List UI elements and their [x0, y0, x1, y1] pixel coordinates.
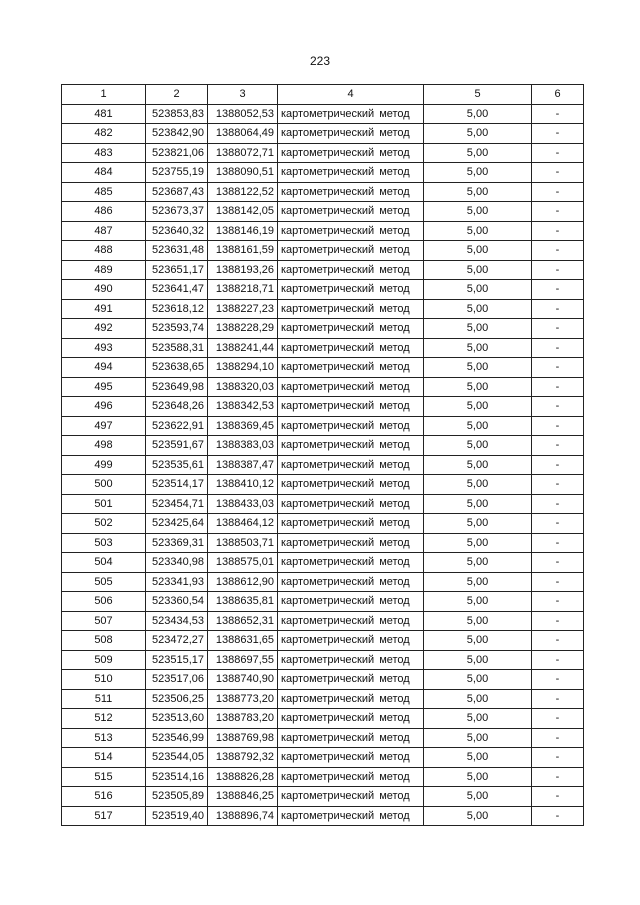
method-cell: картометрический метод: [278, 241, 424, 261]
point-number-cell: 511: [62, 689, 146, 709]
remark-cell: -: [532, 787, 584, 807]
method-cell: картометрический метод: [278, 748, 424, 768]
point-number-cell: 507: [62, 611, 146, 631]
table-row: [62, 728, 584, 748]
point-number-cell: 494: [62, 358, 146, 378]
accuracy-cell: 5,00: [424, 416, 532, 436]
accuracy-cell: 5,00: [424, 397, 532, 417]
table-row: [62, 553, 584, 573]
table-row: [62, 163, 584, 183]
accuracy-cell: 5,00: [424, 377, 532, 397]
table-row: [62, 377, 584, 397]
y-coordinate-cell: 1388072,71: [208, 143, 278, 163]
x-coordinate-cell: 523546,99: [146, 728, 208, 748]
method-cell: картометрический метод: [278, 182, 424, 202]
remark-cell: -: [532, 358, 584, 378]
accuracy-cell: 5,00: [424, 260, 532, 280]
y-coordinate-cell: 1388227,23: [208, 299, 278, 319]
y-coordinate-cell: 1388142,05: [208, 202, 278, 222]
method-cell: картометрический метод: [278, 611, 424, 631]
point-number-cell: 481: [62, 104, 146, 124]
accuracy-cell: 5,00: [424, 436, 532, 456]
method-cell: картометрический метод: [278, 338, 424, 358]
accuracy-cell: 5,00: [424, 241, 532, 261]
table-row: [62, 514, 584, 534]
remark-cell: -: [532, 377, 584, 397]
accuracy-cell: 5,00: [424, 104, 532, 124]
method-cell: картометрический метод: [278, 436, 424, 456]
column-header: 1: [62, 85, 146, 105]
point-number-cell: 486: [62, 202, 146, 222]
method-cell: картометрический метод: [278, 163, 424, 183]
table-body: [62, 85, 584, 826]
table-row: [62, 241, 584, 261]
table-row: [62, 475, 584, 495]
table-row: [62, 319, 584, 339]
remark-cell: -: [532, 104, 584, 124]
column-header: 2: [146, 85, 208, 105]
y-coordinate-cell: 1388631,65: [208, 631, 278, 651]
y-coordinate-cell: 1388783,20: [208, 709, 278, 729]
method-cell: картометрический метод: [278, 787, 424, 807]
point-number-cell: 484: [62, 163, 146, 183]
method-cell: картометрический метод: [278, 260, 424, 280]
point-number-cell: 505: [62, 572, 146, 592]
point-number-cell: 488: [62, 241, 146, 261]
x-coordinate-cell: 523755,19: [146, 163, 208, 183]
remark-cell: -: [532, 728, 584, 748]
table-row: [62, 299, 584, 319]
remark-cell: -: [532, 299, 584, 319]
accuracy-cell: 5,00: [424, 221, 532, 241]
accuracy-cell: 5,00: [424, 533, 532, 553]
point-number-cell: 493: [62, 338, 146, 358]
method-cell: картометрический метод: [278, 806, 424, 826]
method-cell: картометрический метод: [278, 592, 424, 612]
point-number-cell: 482: [62, 124, 146, 144]
remark-cell: -: [532, 475, 584, 495]
x-coordinate-cell: 523505,89: [146, 787, 208, 807]
method-cell: картометрический метод: [278, 202, 424, 222]
point-number-cell: 510: [62, 670, 146, 690]
y-coordinate-cell: 1388218,71: [208, 280, 278, 300]
remark-cell: -: [532, 631, 584, 651]
y-coordinate-cell: 1388896,74: [208, 806, 278, 826]
y-coordinate-cell: 1388740,90: [208, 670, 278, 690]
accuracy-cell: 5,00: [424, 494, 532, 514]
point-number-cell: 514: [62, 748, 146, 768]
table-header-row: [62, 85, 584, 105]
point-number-cell: 503: [62, 533, 146, 553]
point-number-cell: 489: [62, 260, 146, 280]
accuracy-cell: 5,00: [424, 280, 532, 300]
method-cell: картометрический метод: [278, 767, 424, 787]
accuracy-cell: 5,00: [424, 670, 532, 690]
accuracy-cell: 5,00: [424, 124, 532, 144]
x-coordinate-cell: 523651,17: [146, 260, 208, 280]
table-row: [62, 533, 584, 553]
y-coordinate-cell: 1388320,03: [208, 377, 278, 397]
method-cell: картометрический метод: [278, 728, 424, 748]
point-number-cell: 495: [62, 377, 146, 397]
table-row: [62, 221, 584, 241]
point-number-cell: 509: [62, 650, 146, 670]
y-coordinate-cell: 1388342,53: [208, 397, 278, 417]
table-row: [62, 202, 584, 222]
x-coordinate-cell: 523638,65: [146, 358, 208, 378]
y-coordinate-cell: 1388369,45: [208, 416, 278, 436]
accuracy-cell: 5,00: [424, 650, 532, 670]
y-coordinate-cell: 1388846,25: [208, 787, 278, 807]
x-coordinate-cell: 523673,37: [146, 202, 208, 222]
remark-cell: -: [532, 514, 584, 534]
method-cell: картометрический метод: [278, 124, 424, 144]
accuracy-cell: 5,00: [424, 728, 532, 748]
accuracy-cell: 5,00: [424, 748, 532, 768]
y-coordinate-cell: 1388122,52: [208, 182, 278, 202]
x-coordinate-cell: 523687,43: [146, 182, 208, 202]
remark-cell: -: [532, 572, 584, 592]
table-row: [62, 787, 584, 807]
x-coordinate-cell: 523535,61: [146, 455, 208, 475]
x-coordinate-cell: 523434,53: [146, 611, 208, 631]
remark-cell: -: [532, 202, 584, 222]
point-number-cell: 498: [62, 436, 146, 456]
table-row: [62, 767, 584, 787]
method-cell: картометрический метод: [278, 533, 424, 553]
x-coordinate-cell: 523513,60: [146, 709, 208, 729]
y-coordinate-cell: 1388241,44: [208, 338, 278, 358]
point-number-cell: 508: [62, 631, 146, 651]
table-row: [62, 397, 584, 417]
y-coordinate-cell: 1388294,10: [208, 358, 278, 378]
x-coordinate-cell: 523340,98: [146, 553, 208, 573]
table-row: [62, 143, 584, 163]
accuracy-cell: 5,00: [424, 338, 532, 358]
y-coordinate-cell: 1388052,53: [208, 104, 278, 124]
point-number-cell: 496: [62, 397, 146, 417]
y-coordinate-cell: 1388826,28: [208, 767, 278, 787]
y-coordinate-cell: 1388433,03: [208, 494, 278, 514]
point-number-cell: 512: [62, 709, 146, 729]
method-cell: картометрический метод: [278, 572, 424, 592]
point-number-cell: 513: [62, 728, 146, 748]
x-coordinate-cell: 523517,06: [146, 670, 208, 690]
remark-cell: -: [532, 748, 584, 768]
point-number-cell: 483: [62, 143, 146, 163]
remark-cell: -: [532, 689, 584, 709]
method-cell: картометрический метод: [278, 650, 424, 670]
table-row: [62, 280, 584, 300]
table-row: [62, 806, 584, 826]
x-coordinate-cell: 523360,54: [146, 592, 208, 612]
method-cell: картометрический метод: [278, 358, 424, 378]
accuracy-cell: 5,00: [424, 514, 532, 534]
table-row: [62, 338, 584, 358]
table-row: [62, 104, 584, 124]
method-cell: картометрический метод: [278, 416, 424, 436]
x-coordinate-cell: 523341,93: [146, 572, 208, 592]
x-coordinate-cell: 523472,27: [146, 631, 208, 651]
y-coordinate-cell: 1388635,81: [208, 592, 278, 612]
accuracy-cell: 5,00: [424, 475, 532, 495]
x-coordinate-cell: 523454,71: [146, 494, 208, 514]
method-cell: картометрический метод: [278, 377, 424, 397]
accuracy-cell: 5,00: [424, 143, 532, 163]
remark-cell: -: [532, 416, 584, 436]
y-coordinate-cell: 1388064,49: [208, 124, 278, 144]
remark-cell: -: [532, 182, 584, 202]
page-number: 223: [309, 54, 331, 68]
table-row: [62, 748, 584, 768]
x-coordinate-cell: 523821,06: [146, 143, 208, 163]
accuracy-cell: 5,00: [424, 787, 532, 807]
accuracy-cell: 5,00: [424, 611, 532, 631]
point-number-cell: 490: [62, 280, 146, 300]
y-coordinate-cell: 1388193,26: [208, 260, 278, 280]
remark-cell: -: [532, 650, 584, 670]
method-cell: картометрический метод: [278, 494, 424, 514]
x-coordinate-cell: 523618,12: [146, 299, 208, 319]
accuracy-cell: 5,00: [424, 572, 532, 592]
x-coordinate-cell: 523842,90: [146, 124, 208, 144]
y-coordinate-cell: 1388161,59: [208, 241, 278, 261]
remark-cell: -: [532, 806, 584, 826]
accuracy-cell: 5,00: [424, 202, 532, 222]
y-coordinate-cell: 1388773,20: [208, 689, 278, 709]
x-coordinate-cell: 523648,26: [146, 397, 208, 417]
method-cell: картометрический метод: [278, 670, 424, 690]
y-coordinate-cell: 1388090,51: [208, 163, 278, 183]
remark-cell: -: [532, 494, 584, 514]
remark-cell: -: [532, 338, 584, 358]
accuracy-cell: 5,00: [424, 358, 532, 378]
x-coordinate-cell: 523641,47: [146, 280, 208, 300]
accuracy-cell: 5,00: [424, 163, 532, 183]
remark-cell: -: [532, 163, 584, 183]
method-cell: картометрический метод: [278, 455, 424, 475]
table-row: [62, 650, 584, 670]
remark-cell: -: [532, 767, 584, 787]
accuracy-cell: 5,00: [424, 299, 532, 319]
method-cell: картометрический метод: [278, 631, 424, 651]
y-coordinate-cell: 1388769,98: [208, 728, 278, 748]
x-coordinate-cell: 523853,83: [146, 104, 208, 124]
method-cell: картометрический метод: [278, 221, 424, 241]
x-coordinate-cell: 523622,91: [146, 416, 208, 436]
x-coordinate-cell: 523515,17: [146, 650, 208, 670]
remark-cell: -: [532, 397, 584, 417]
remark-cell: -: [532, 611, 584, 631]
method-cell: картометрический метод: [278, 475, 424, 495]
y-coordinate-cell: 1388387,47: [208, 455, 278, 475]
y-coordinate-cell: 1388464,12: [208, 514, 278, 534]
table-row: [62, 494, 584, 514]
point-number-cell: 506: [62, 592, 146, 612]
y-coordinate-cell: 1388575,01: [208, 553, 278, 573]
remark-cell: -: [532, 436, 584, 456]
table-row: [62, 592, 584, 612]
point-number-cell: 487: [62, 221, 146, 241]
table-row: [62, 572, 584, 592]
accuracy-cell: 5,00: [424, 806, 532, 826]
point-number-cell: 500: [62, 475, 146, 495]
remark-cell: -: [532, 143, 584, 163]
x-coordinate-cell: 523369,31: [146, 533, 208, 553]
method-cell: картометрический метод: [278, 553, 424, 573]
y-coordinate-cell: 1388383,03: [208, 436, 278, 456]
y-coordinate-cell: 1388792,32: [208, 748, 278, 768]
remark-cell: -: [532, 319, 584, 339]
remark-cell: -: [532, 533, 584, 553]
column-header: 5: [424, 85, 532, 105]
accuracy-cell: 5,00: [424, 592, 532, 612]
point-number-cell: 492: [62, 319, 146, 339]
table-row: [62, 416, 584, 436]
accuracy-cell: 5,00: [424, 455, 532, 475]
remark-cell: -: [532, 221, 584, 241]
method-cell: картометрический метод: [278, 319, 424, 339]
point-number-cell: 515: [62, 767, 146, 787]
accuracy-cell: 5,00: [424, 319, 532, 339]
x-coordinate-cell: 523506,25: [146, 689, 208, 709]
column-header: 4: [278, 85, 424, 105]
method-cell: картометрический метод: [278, 514, 424, 534]
remark-cell: -: [532, 280, 584, 300]
remark-cell: -: [532, 670, 584, 690]
point-number-cell: 504: [62, 553, 146, 573]
y-coordinate-cell: 1388612,90: [208, 572, 278, 592]
point-number-cell: 499: [62, 455, 146, 475]
point-number-cell: 501: [62, 494, 146, 514]
accuracy-cell: 5,00: [424, 553, 532, 573]
x-coordinate-cell: 523588,31: [146, 338, 208, 358]
table-row: [62, 436, 584, 456]
point-number-cell: 516: [62, 787, 146, 807]
remark-cell: -: [532, 124, 584, 144]
x-coordinate-cell: 523514,16: [146, 767, 208, 787]
x-coordinate-cell: 523544,05: [146, 748, 208, 768]
x-coordinate-cell: 523631,48: [146, 241, 208, 261]
method-cell: картометрический метод: [278, 104, 424, 124]
y-coordinate-cell: 1388503,71: [208, 533, 278, 553]
remark-cell: -: [532, 553, 584, 573]
column-header: 6: [532, 85, 584, 105]
column-header: 3: [208, 85, 278, 105]
remark-cell: -: [532, 455, 584, 475]
accuracy-cell: 5,00: [424, 689, 532, 709]
x-coordinate-cell: 523591,67: [146, 436, 208, 456]
table-row: [62, 455, 584, 475]
x-coordinate-cell: 523519,40: [146, 806, 208, 826]
x-coordinate-cell: 523593,74: [146, 319, 208, 339]
remark-cell: -: [532, 592, 584, 612]
point-number-cell: 502: [62, 514, 146, 534]
table-row: [62, 611, 584, 631]
y-coordinate-cell: 1388697,55: [208, 650, 278, 670]
coordinates-table: [61, 84, 584, 826]
y-coordinate-cell: 1388652,31: [208, 611, 278, 631]
table-row: [62, 689, 584, 709]
method-cell: картометрический метод: [278, 709, 424, 729]
accuracy-cell: 5,00: [424, 709, 532, 729]
x-coordinate-cell: 523425,64: [146, 514, 208, 534]
point-number-cell: 491: [62, 299, 146, 319]
table-row: [62, 358, 584, 378]
y-coordinate-cell: 1388410,12: [208, 475, 278, 495]
method-cell: картометрический метод: [278, 143, 424, 163]
table-row: [62, 182, 584, 202]
accuracy-cell: 5,00: [424, 767, 532, 787]
accuracy-cell: 5,00: [424, 631, 532, 651]
accuracy-cell: 5,00: [424, 182, 532, 202]
x-coordinate-cell: 523649,98: [146, 377, 208, 397]
remark-cell: -: [532, 709, 584, 729]
method-cell: картометрический метод: [278, 280, 424, 300]
table-row: [62, 631, 584, 651]
x-coordinate-cell: 523514,17: [146, 475, 208, 495]
y-coordinate-cell: 1388228,29: [208, 319, 278, 339]
point-number-cell: 517: [62, 806, 146, 826]
table-row: [62, 670, 584, 690]
point-number-cell: 485: [62, 182, 146, 202]
table-row: [62, 124, 584, 144]
method-cell: картометрический метод: [278, 689, 424, 709]
method-cell: картометрический метод: [278, 397, 424, 417]
table-row: [62, 709, 584, 729]
table-row: [62, 260, 584, 280]
remark-cell: -: [532, 260, 584, 280]
method-cell: картометрический метод: [278, 299, 424, 319]
x-coordinate-cell: 523640,32: [146, 221, 208, 241]
point-number-cell: 497: [62, 416, 146, 436]
y-coordinate-cell: 1388146,19: [208, 221, 278, 241]
remark-cell: -: [532, 241, 584, 261]
